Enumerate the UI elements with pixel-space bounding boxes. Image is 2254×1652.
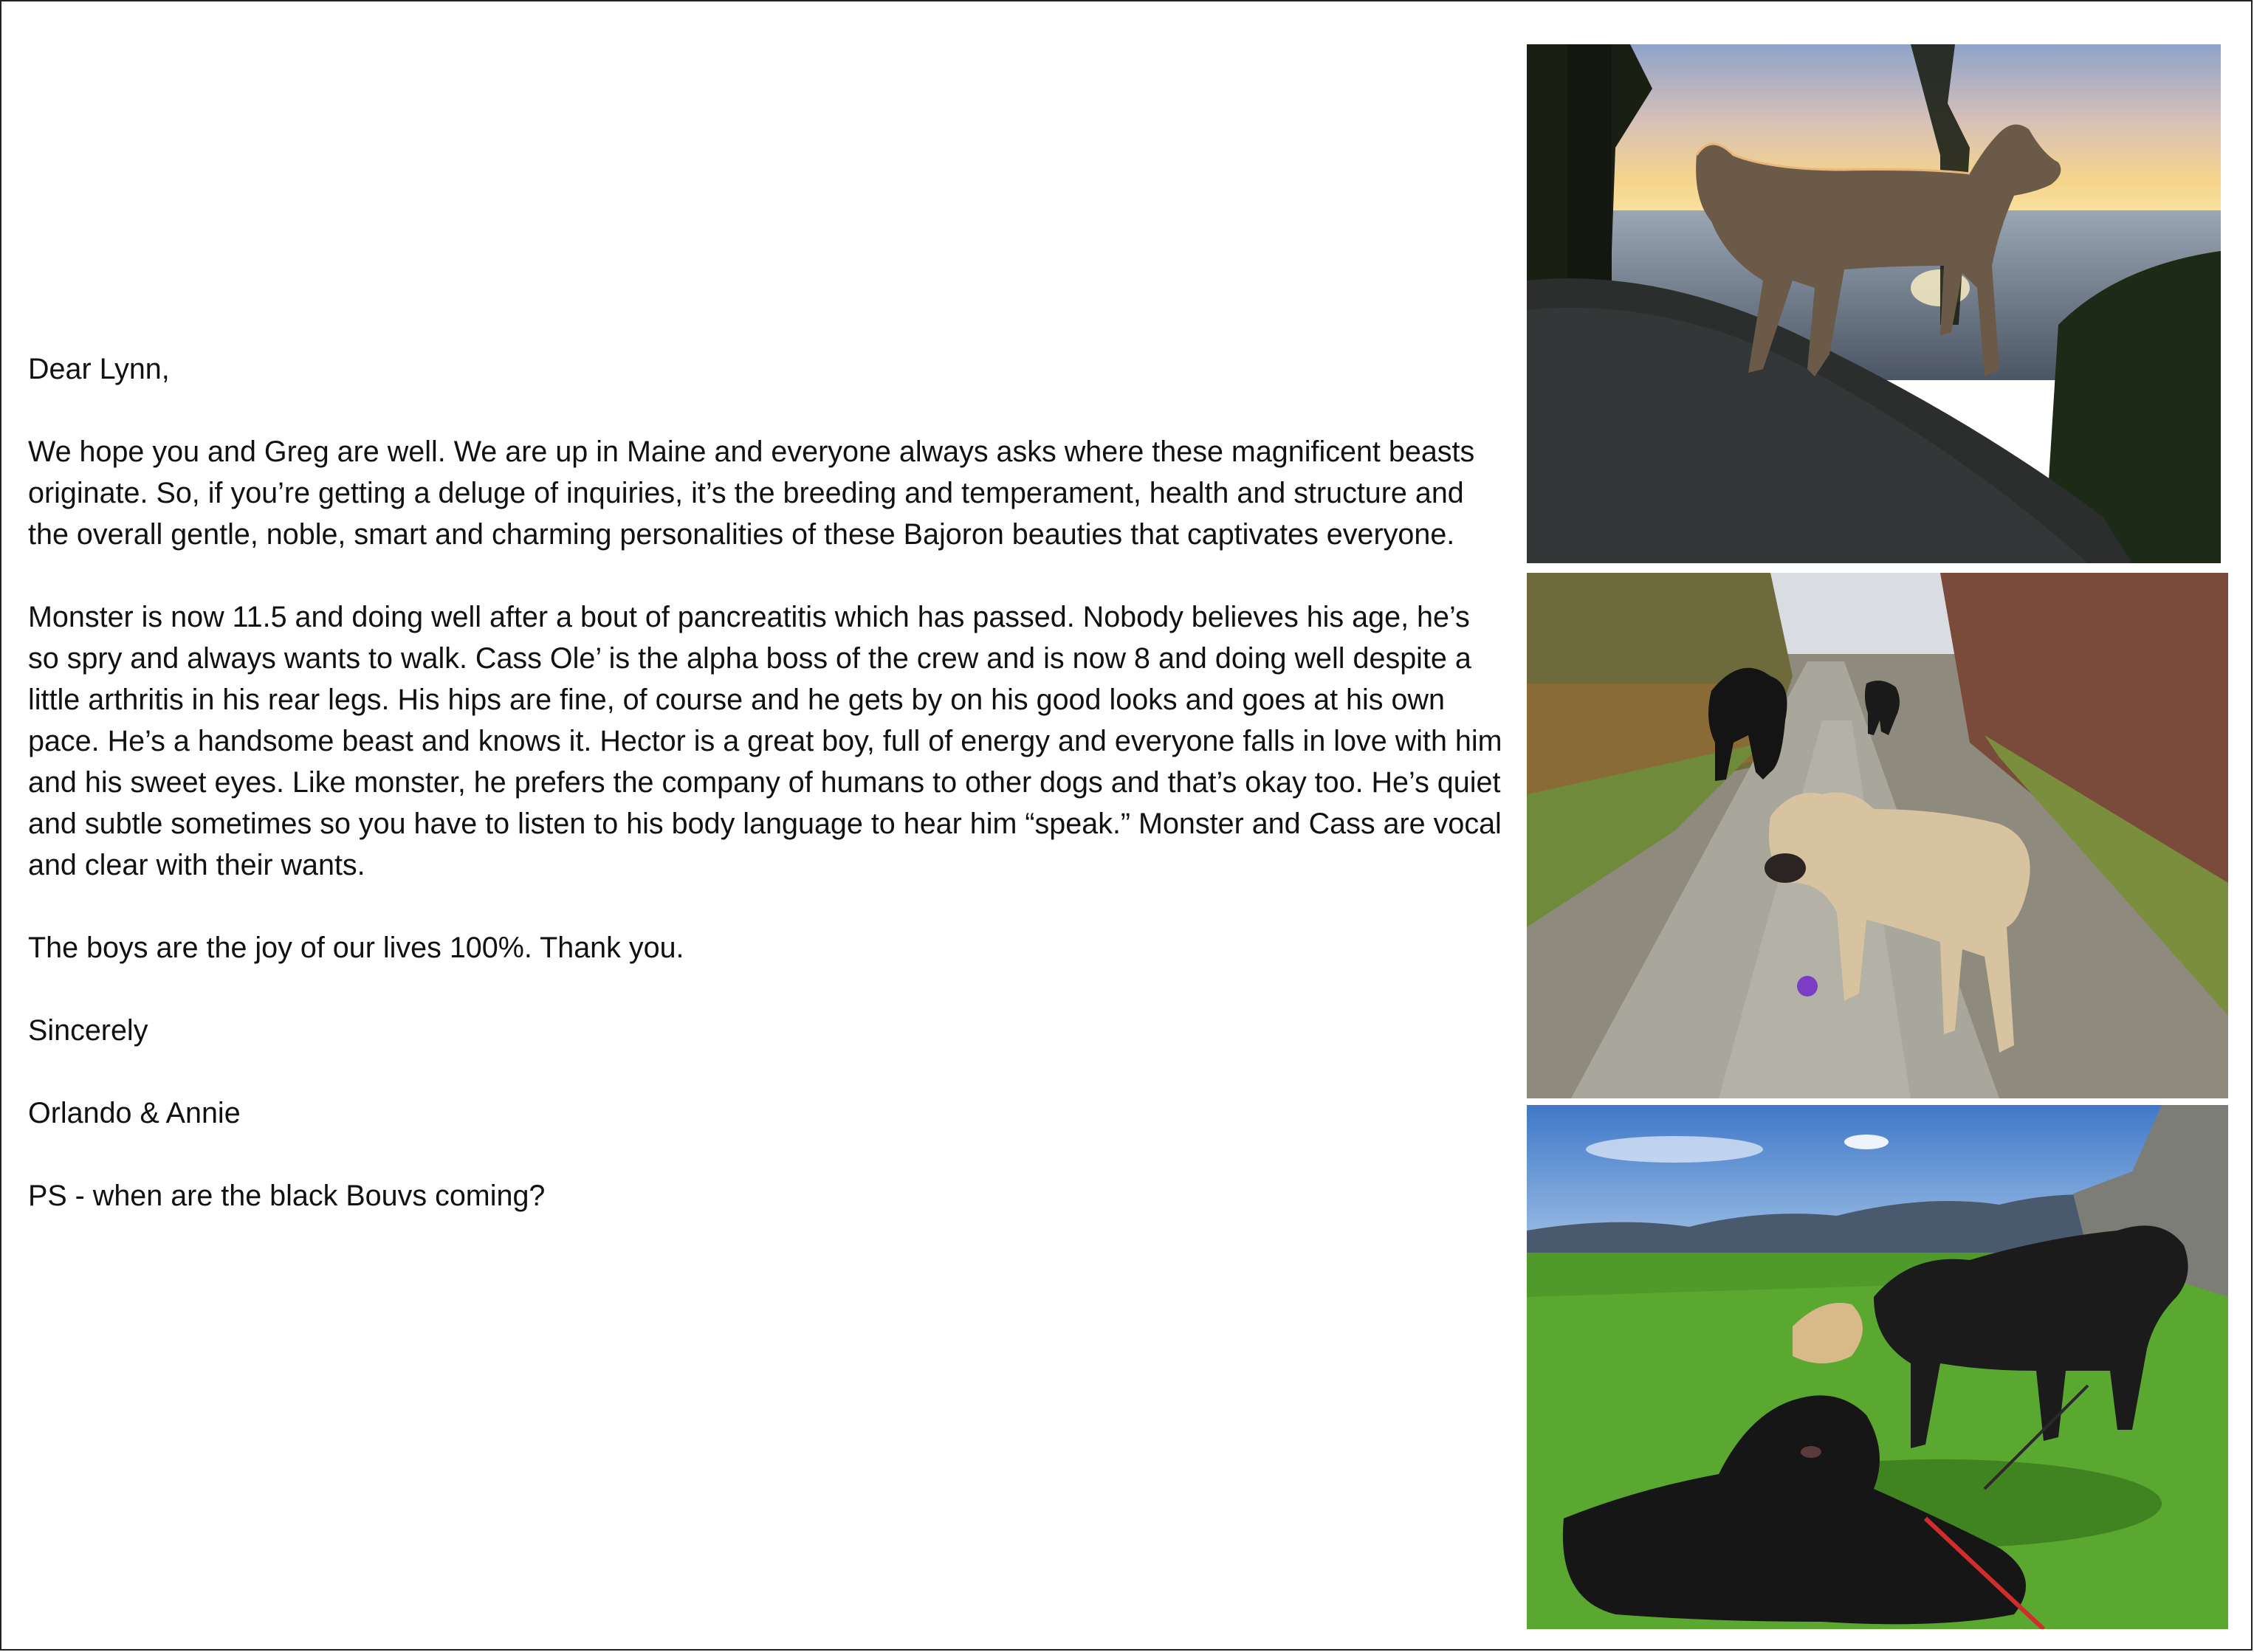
greeting: Dear Lynn, [28, 353, 170, 385]
photo-field-dogs [1527, 1105, 2228, 1629]
signature: Orlando & Annie [28, 1097, 241, 1129]
paragraph-2: Monster is now 11.5 and doing well after a bout of pancreatitis which has passed. Nobody believes his age, he’s so spry and always wants to walk. Cass Ole’ is the alpha boss of the crew and is now 8 and doing well despite a little arthritis in his rear legs. His hips are fine, of course and he gets by on his good looks and goes at his own pace. He’s a handsome beast and knows it. Hector is a great boy, full of energy and everyone falls in love with him and his sweet eyes. Like monster, he prefers the company of humans to other dogs and that’s okay too. He’s quiet and subtle sometimes so you have to listen to his body language to hear him “speak.” Monster and Cass are vocal and clear with their wants. [28, 601, 1502, 881]
photo-road-dogs [1527, 573, 2228, 1098]
photo-sunset-dog [1527, 44, 2221, 563]
letter-body [28, 348, 1505, 1258]
paragraph-3: The boys are the joy of our lives 100%. Thank you. [28, 932, 684, 964]
paragraph-1: We hope you and Greg are well. We are up in Maine and everyone always asks where these magnificent beasts originate. So, if you’re getting a deluge of inquiries, it’s the breeding and temperament, health and structure and the overall gentle, noble, smart and charming personalities of these Bajoron beauties that captivates everyone. [28, 436, 1475, 551]
postscript: PS - when are the black Bouvs coming? [28, 1180, 546, 1212]
closing: Sincerely [28, 1014, 148, 1047]
